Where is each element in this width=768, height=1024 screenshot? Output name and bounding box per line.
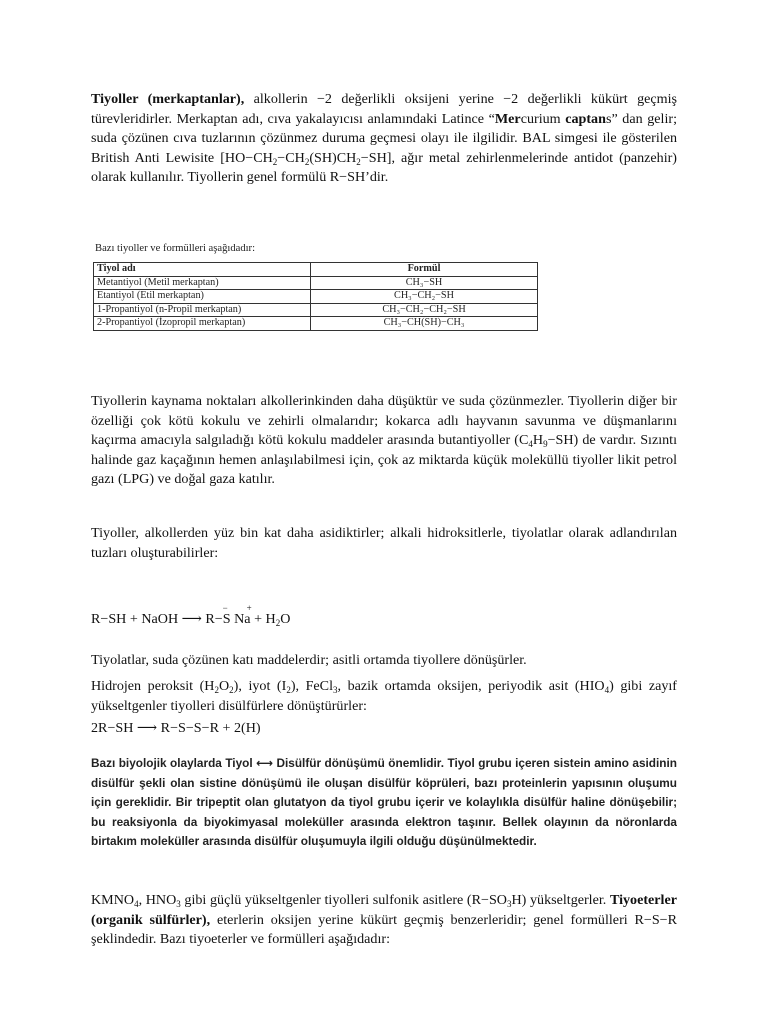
subscript: 9: [543, 439, 548, 450]
text-bold: Mer: [494, 110, 521, 127]
paragraph-thioethers: [91, 891, 677, 950]
subscript: 2: [275, 618, 281, 628]
term-thiols: Tiyoller (merkaptanlar),: [91, 91, 245, 107]
subscript: 3: [506, 899, 512, 909]
text-span: −CH: [277, 149, 305, 166]
text-span: Tiyollerin kaynama noktaları alkollerinkinden daha düşüktür ve suda çözünmezler. Tiyollerin diğer bir özelliği çok kötü kokulu ve zehirli olmalarıdır; kokarca adlı hayvanın savunma ve düşmanlarını kaçırma amacıyla salgıladığı kötü kokulu maddeler arasında butantiyoller (C: [91, 393, 677, 449]
text-span: Na: [230, 611, 251, 627]
text-span: KMNO: [91, 892, 135, 908]
subscript: 2: [304, 156, 310, 167]
paragraph-biological: Bazı biyolojik olaylarda Tiyol ⟷ Disülfür dönüşümü önemlidir. Tiyol grubu içeren sistein amino asidinin disülfür şekli olan sistine dönüşümü ile oluşan disülfür köprüleri, bazı proteinlerin yapısının oluşumu için gereklidir. Bir tripeptit olan glutatyon da tiyol grubu içerir ve kolaylıkla disülfür haline dönüşebilir; bu reaksiyonla da biyokimyasal moleküller arasında elektron taşınır. Bellek olayının da nöronlarda birtakım moleküller arasında disülfür oluşumuyla ilgili olduğu düşünülmektedir.: [91, 756, 677, 848]
table-header-row: [94, 263, 538, 277]
thiol-name-cell: Metantiyol (Metil merkaptan): [94, 276, 311, 290]
text-span: (SH)CH: [309, 149, 357, 166]
text-span: O: [280, 611, 291, 627]
subscript: 2: [286, 685, 291, 695]
text-span: , HNO: [138, 892, 177, 908]
thiols-table: [93, 262, 538, 331]
paragraph-acidity: Tiyoller, alkollerden yüz bin kat daha asidiktirler; alkali hidroksitlerle, tiyolatlar olarak adlandırılan tuzları oluşturabilirler:: [91, 525, 677, 561]
text-span: ), FeCl: [290, 678, 333, 694]
subscript: 2: [229, 685, 234, 695]
text-span: s: [605, 110, 612, 127]
subscript: 2: [356, 156, 361, 167]
text-span: ) gibi zayıf yükseltgenler tiyolleri disülfürlere dönüştürürler:: [91, 678, 677, 714]
table-row: [94, 317, 538, 331]
text-span: H) yükseltgerler.: [511, 892, 610, 908]
paragraph-oxidizers: [91, 677, 677, 716]
formula-cell: CH₃−SH: [311, 276, 538, 290]
header-formula: Formül: [311, 263, 538, 277]
subscript: 4: [604, 685, 610, 695]
subscript: 3: [176, 899, 181, 909]
superscript: −: [222, 603, 228, 613]
thiol-name-cell: 1-Propantiyol (n-Propil merkaptan): [94, 303, 311, 317]
subscript: 2: [214, 685, 219, 695]
text-span: alkollerin −2 değerlikli oksijeni yerine −2 değerlikli kükürt geçmiş türevleridirler. Merkaptan adı, cıva yakalayıcısı anlamındaki Latince “: [91, 91, 677, 127]
text-span: eterlerin oksijen yerine kükürt geçmiş benzerleridir; genel formülleri R−S−R şeklindedir. Bazı tiyoeterler ve formülleri aşağıdadır:: [91, 911, 678, 948]
subscript: 4: [134, 899, 139, 909]
paragraph-thiol-properties: [91, 392, 677, 490]
text-span: + H: [250, 611, 276, 627]
text-bold: captan: [565, 110, 606, 127]
header-thiol-name: Tiyol adı: [94, 263, 311, 277]
text-span: −SH], ağır metal zehirlenmelerinde antidot (panzehir) olarak kullanılır. Tiyollerin genel formülü R−SH’dir.: [91, 149, 678, 186]
formula-cell: CH₃−CH₂−CH₂−SH: [311, 303, 538, 317]
text-span: Hidrojen peroksit (H: [91, 678, 215, 694]
text-span: −SH) de vardır. Sızıntı halinde gaz kaçağının hemen anlaşılabilmesi için, çok az miktarda küçük moleküllü tiyoller likit petrol gazı (LPG) ve doğal gaza katılır.: [91, 432, 678, 488]
text-span: gibi güçlü yükseltgenler tiyolleri sulfonik asitlere (R−SO: [180, 892, 507, 908]
text-span: ” dan gelir; suda çözünen cıva tuzlarının çözünmez duruma geçmesi olayı ile ilgilidir. BAL simgesi ile gösterilen British Anti Lewisite [HO−CH: [91, 110, 677, 166]
text-span: , bazik ortamda oksijen, periyodik asit (HIO: [337, 678, 605, 694]
equation-disulfide: 2R−SH ⟶ R−S−S−R + 2(H): [91, 720, 261, 736]
superscript: +: [246, 603, 252, 613]
table-row: [94, 290, 538, 304]
thiol-name-cell: Etantiyol (Etil merkaptan): [94, 290, 311, 304]
table-caption: Bazı tiyoller ve formülleri aşağıdadır:: [95, 243, 256, 254]
subscript: 4: [528, 439, 533, 450]
thiol-name-cell: 2-Propantiyol (İzopropil merkaptan): [94, 317, 311, 331]
subscript: 3: [333, 685, 338, 695]
table-row: [94, 303, 538, 317]
subscript: 2: [272, 156, 278, 167]
formula-cell: CH₃−CH(SH)−CH₃: [311, 317, 538, 331]
text-span: ), iyot (I: [233, 678, 287, 694]
text-span: O: [218, 678, 230, 694]
text-span: curium: [520, 110, 566, 127]
text-span: H: [532, 432, 544, 449]
term-thioethers: Tiyoeterler (organik sülfürler),: [91, 892, 677, 928]
equation-thiolate: [91, 603, 291, 630]
paragraph-thiolates: Tiyolatlar, suda çözünen katı maddelerdir; asitli ortamda tiyollere dönüşürler.: [91, 652, 527, 668]
table-row: [94, 276, 538, 290]
formula-cell: CH₃−CH₂−SH: [311, 290, 538, 304]
paragraph-thiols-intro: [91, 90, 677, 188]
text-span: R−SH + NaOH ⟶ R−S: [91, 611, 231, 627]
